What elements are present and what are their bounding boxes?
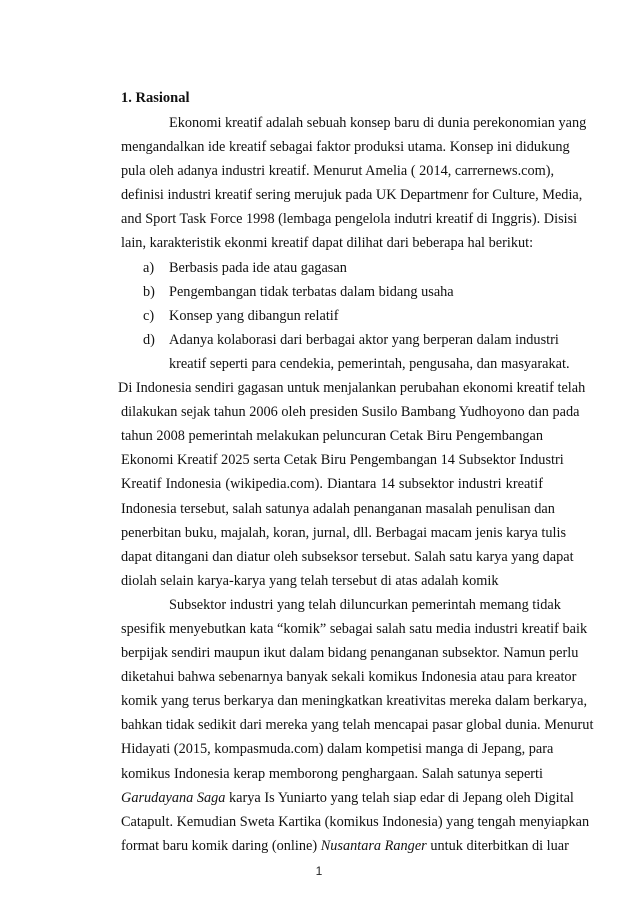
text-fragment: untuk diterbitkan di luar	[426, 837, 569, 854]
page-number: 1	[315, 864, 323, 878]
text-line: dapat ditangani dan diatur oleh subseksor tersebut. Salah satu karya yang dapat	[121, 548, 574, 565]
text-line: Subsektor industri yang telah diluncurkan pemerintah memang tidak	[169, 596, 561, 613]
text-line: pula oleh adanya industri kreatif. Menurut Amelia ( 2014, carrernews.com),	[121, 163, 555, 180]
text-line: bahkan tidak sedikit dari mereka yang telah mencapai pasar global dunia. Menurut	[121, 717, 594, 734]
text-line: spesifik menyebutkan kata “komik” sebagai salah satu media industri kreatif baik	[121, 620, 588, 637]
text-line: Ekonomi Kreatif 2025 serta Cetak Biru Pengembangan 14 Subsektor Industri	[121, 452, 564, 469]
text-line: lain, karakteristik ekonmi kreatif dapat dilihat dari beberapa hal berikut:	[121, 235, 534, 252]
list-item	[121, 256, 543, 280]
list-item-text: Adanya kolaborasi dari berbagai aktor yang berperan dalam industri	[169, 331, 559, 348]
section-heading: 1. Rasional	[121, 90, 190, 106]
text-line: Indonesia tersebut, salah satunya adalah penanganan masalah penulisan dan	[121, 500, 555, 517]
text-line: and Sport Task Force 1998 (lembaga pengelola indutri kreatif di Inggris). Disisi	[121, 211, 578, 228]
list-item-text: Berbasis pada ide atau gagasan	[169, 259, 347, 276]
text-line: mengandalkan ide kreatif sebagai faktor produksi utama. Konsep ini didukung	[121, 139, 570, 156]
list-item-text: Pengembangan tidak terbatas dalam bidang usaha	[169, 283, 454, 300]
text-fragment: karya Is Yuniarto yang telah siap edar di Jepang oleh Digital	[225, 789, 574, 806]
text-line: Di Indonesia sendiri gagasan untuk menjalankan perubahan ekonomi kreatif telah	[118, 380, 586, 397]
text-fragment: format baru komik daring (online)	[121, 837, 321, 854]
text-line: diketahui bahwa sebenarnya banyak sekali komikus Indonesia atau para kreator	[121, 669, 577, 686]
text-line: diolah selain karya-karya yang telah tersebut di atas adalah komik	[121, 572, 499, 589]
list-marker: b)	[143, 283, 155, 300]
text-line: penerbitan buku, majalah, koran, jurnal, dll. Berbagai macam jenis karya tulis	[121, 524, 567, 541]
text-line: Hidayati (2015, kompasmuda.com) dalam kompetisi manga di Jepang, para	[121, 741, 554, 758]
list-marker: c)	[143, 307, 155, 324]
list-item-continuation: kreatif seperti para cendekia, pemerintah, pengusaha, dan masyarakat.	[169, 355, 570, 372]
list-marker: a)	[143, 259, 155, 276]
body-text	[118, 111, 594, 858]
list-item	[121, 328, 559, 352]
list-marker: d)	[143, 331, 155, 348]
text-line: komik yang terus berkarya dan meningkatkan kreativitas mereka dalam berkarya,	[121, 693, 588, 710]
text-line: berpijak sendiri maupun ikut dalam bidang penanganan subsektor. Namun perlu	[121, 645, 579, 662]
comic-title-nusantara: Nusantara Ranger	[320, 837, 427, 854]
text-line	[121, 786, 574, 810]
text-line	[121, 834, 569, 858]
text-line: komikus Indonesia kerap memborong penghargaan. Salah satunya seperti	[121, 765, 543, 782]
list-item	[121, 304, 543, 328]
text-line: Catapult. Kemudian Sweta Kartika (komikus Indonesia) yang tengah menyiapkan	[121, 813, 590, 830]
comic-title-garudayana: Garudayana Saga	[121, 789, 226, 806]
text-line: dilakukan sejak tahun 2006 oleh presiden Susilo Bambang Yudhoyono dan pada	[121, 404, 580, 421]
text-line: tahun 2008 pemerintah melakukan peluncuran Cetak Biru Pengembangan	[121, 428, 544, 445]
list-item-text: Konsep yang dibangun relatif	[169, 307, 339, 324]
text-line: definisi industri kreatif sering merujuk pada UK Departmenr for Culture, Media,	[121, 187, 583, 204]
list-item	[121, 280, 543, 304]
text-line: Ekonomi kreatif adalah sebuah konsep baru di dunia perekonomian yang	[169, 115, 587, 131]
text-line: Kreatif Indonesia (wikipedia.com). Diantara 14 subsektor industri kreatif	[121, 476, 543, 493]
